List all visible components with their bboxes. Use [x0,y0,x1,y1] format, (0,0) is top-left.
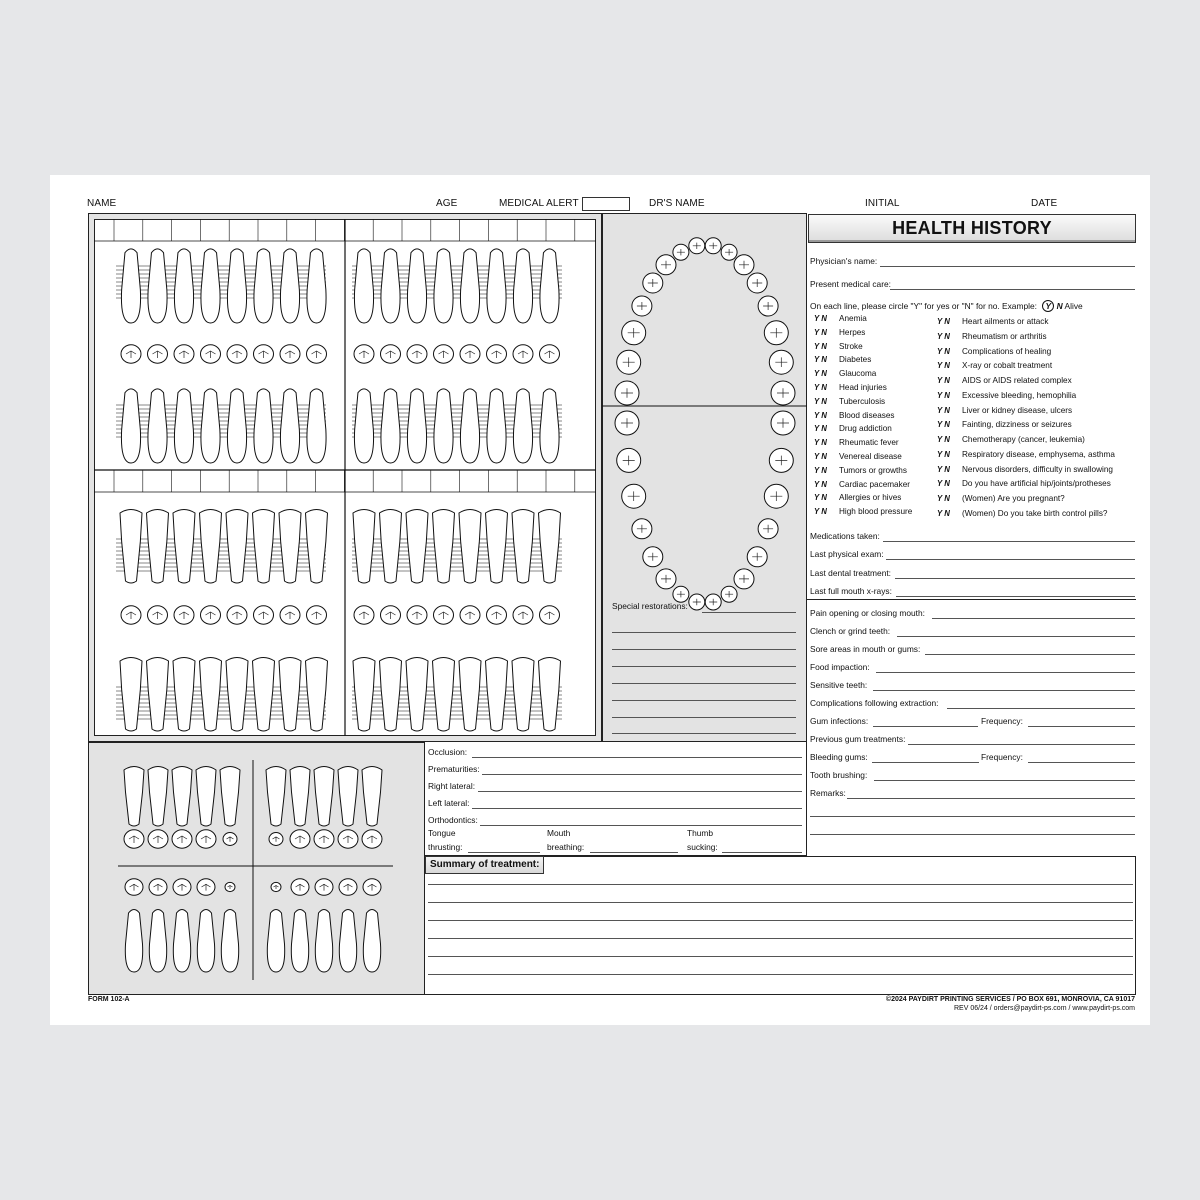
tooth-shape [121,249,140,323]
condition-label: Herpes [839,327,866,337]
tooth-shape [227,249,246,323]
restorations-line[interactable] [612,733,796,734]
special-restorations-label: Special restorations: [612,601,688,611]
condition-label: Do you have artificial hip/joints/protheses [962,479,1111,489]
tooth-shape [226,658,248,732]
condition-label: High blood pressure [839,507,913,517]
yes-no-choice[interactable]: Y N [814,355,827,365]
sensitive-teeth-label: Sensitive teeth: [810,680,868,690]
tooth-shape [147,510,169,584]
tooth-shape [279,658,301,732]
copyright-line: ©2024 PAYDIRT PRINTING SERVICES / PO BOX 691, MONROVIA, CA 91017 [885,996,1135,1003]
condition-label: Fainting, dizziness or seizures [962,420,1072,430]
tooth-shape [460,389,479,463]
summary-line[interactable] [428,938,1133,939]
condition-label: Drug addiction [839,424,892,434]
condition-label: Chemotherapy (cancer, leukemia) [962,435,1085,444]
tooth-shape [407,249,426,323]
condition-label: Liver or kidney disease, ulcers [962,405,1073,415]
condition-label: AIDS or AIDS related complex [962,376,1072,385]
condition-label: Tumors or growths [839,465,907,475]
example-alive: Alive [1064,301,1083,311]
yes-no-choice[interactable]: Y N [814,424,827,434]
tooth-shape [539,510,561,584]
remarks-line[interactable] [810,816,1135,817]
tooth-shape [406,658,428,732]
right-lateral-line[interactable] [478,791,802,792]
yes-no-choice[interactable]: Y N [937,508,950,518]
tooth-shape [306,510,328,584]
condition-label: Respiratory disease, emphysema, asthma [962,449,1115,459]
occlusion-section [425,742,807,856]
condition-label: Stroke [839,341,863,351]
yes-no-choice[interactable]: Y N [937,420,950,430]
tooth-shape [406,510,428,584]
tooth-shape [267,910,284,972]
last-physical-exam-line[interactable] [886,559,1135,560]
tooth-shape [539,658,561,732]
tooth-shape [459,658,481,732]
mouth-label: Mouth [547,828,571,838]
clench-grind-label: Clench or grind teeth: [810,626,891,636]
clench-grind-line[interactable] [897,636,1135,637]
tooth-shape [200,510,222,584]
gum-infections-frequency-label: Frequency: [981,716,1023,726]
tooth-shape [201,249,220,323]
tooth-shape [315,910,332,972]
dental-chart-form [50,175,1150,1025]
tooth-shape [433,658,455,732]
age-field-label: AGE [436,198,458,209]
yes-no-choice[interactable]: Y N [937,405,950,415]
tooth-shape [196,767,216,827]
last-full-mouth-xrays-label: Last full mouth x-rays: [810,586,892,596]
yes-no-choice[interactable]: Y N [937,494,950,503]
condition-label: Head injuries [839,383,887,392]
tooth-shape [338,767,358,827]
health-history-title: HEALTH HISTORY [808,214,1136,243]
medications-taken-line[interactable] [883,541,1135,542]
pain-opening-line[interactable] [932,618,1135,619]
tooth-shape [254,249,273,323]
right-lateral-label: Right lateral: [428,781,476,791]
prematurities-label: Prematurities: [428,764,480,774]
left-lateral-line[interactable] [472,808,802,809]
condition-label: Rheumatic fever [839,438,899,448]
tooth-shape [512,510,534,584]
yes-no-choice[interactable]: Y N [937,435,950,444]
tooth-shape [148,249,167,323]
tooth-shape [173,510,195,584]
tooth-shape [434,249,453,323]
name-field-label: NAME [87,198,117,209]
medications-taken-label: Medications taken: [810,531,880,541]
yes-no-choice[interactable]: Y N [814,383,827,392]
yes-no-choice[interactable]: Y N [937,390,950,400]
yes-no-choice[interactable]: Y N [814,438,827,448]
orthodontics-label: Orthodontics: [428,815,478,825]
tooth-shape [540,249,559,323]
bleeding-gums-label: Bleeding gums: [810,752,868,762]
complications-extraction-line[interactable] [947,708,1135,709]
yes-no-choice[interactable]: Y N [937,464,950,474]
remarks-line[interactable] [810,834,1135,835]
special-restorations-line[interactable] [702,612,796,613]
tooth-shape [486,510,508,584]
last-physical-exam-label: Last physical exam: [810,549,884,559]
gum-infections-label: Gum infections: [810,716,869,726]
summary-line[interactable] [428,974,1133,975]
tooth-shape [148,767,168,827]
restorations-line[interactable] [612,632,796,633]
left-lateral-label: Left lateral: [428,798,470,808]
tooth-shape [201,389,220,463]
tooth-shape [221,910,238,972]
summary-line[interactable] [428,902,1133,903]
sucking-line[interactable] [722,852,802,853]
condition-label: Tuberculosis [839,396,886,406]
tooth-shape [172,767,192,827]
yes-no-choice[interactable]: Y N [814,493,827,503]
example-n: N [1056,301,1063,311]
condition-label: Excessive bleeding, hemophilia [962,390,1077,400]
tooth-shape [174,249,193,323]
yes-no-choice[interactable]: Y N [937,479,950,489]
remarks-line[interactable] [847,798,1135,799]
restorations-line[interactable] [612,649,796,650]
tooth-shape [487,389,506,463]
tooth-shape [353,510,375,584]
tooth-shape [121,389,140,463]
orthodontics-line[interactable] [480,825,802,826]
present-medical-care-line[interactable] [890,289,1135,290]
physicians-name-label: Physician's name: [810,256,878,266]
example-y-circled: Y [1042,300,1054,312]
initial-label: INITIAL [865,198,900,209]
tooth-shape [174,389,193,463]
yes-no-choice[interactable]: Y N [937,331,950,341]
tooth-brushing-label: Tooth brushing: [810,770,868,780]
tooth-shape [124,767,144,827]
tooth-shape [354,389,373,463]
bleeding-gums-frequency-line[interactable] [1028,762,1135,763]
tooth-shape [280,389,299,463]
tooth-shape [362,767,382,827]
tooth-shape [226,510,248,584]
tooth-shape [227,389,246,463]
yes-no-choice[interactable]: Y N [814,452,827,461]
yes-no-choice[interactable]: Y N [937,449,950,459]
last-dental-treatment-label: Last dental treatment: [810,568,892,578]
tongue-label: Tongue [428,828,456,838]
yn-instructions [810,300,1083,312]
tooth-shape [306,658,328,732]
last-dental-treatment-line[interactable] [895,578,1135,579]
bleeding-gums-frequency-label: Frequency: [981,752,1023,762]
sore-areas-line[interactable] [925,654,1135,655]
tooth-shape [290,767,310,827]
permanent-teeth-drawing [94,219,596,736]
tooth-shape [125,910,142,972]
tooth-shape [353,658,375,732]
tooth-shape [407,389,426,463]
occlusion-line[interactable] [472,757,802,758]
tooth-shape [220,767,240,827]
condition-label: Rheumatism or arthritis [962,331,1047,341]
summary-line[interactable] [428,920,1133,921]
tooth-shape [487,249,506,323]
food-impaction-line[interactable] [876,672,1135,673]
condition-label: Complications of healing [962,346,1052,356]
tooth-shape [266,767,286,827]
tooth-shape [307,389,326,463]
tooth-brushing-line[interactable] [874,780,1135,781]
condition-label: Diabetes [839,355,872,365]
tooth-shape [148,389,167,463]
tooth-shape [513,249,532,323]
tooth-shape [314,767,334,827]
yes-no-choice[interactable]: Y N [937,376,950,385]
tooth-shape [486,658,508,732]
bleeding-gums-line[interactable] [872,762,979,763]
condition-label: Cardiac pacemaker [839,479,910,489]
sensitive-teeth-line[interactable] [873,690,1135,691]
yes-no-choice[interactable]: Y N [814,314,827,323]
condition-label: Heart ailments or attack [962,317,1049,326]
tooth-shape [433,510,455,584]
yes-no-choice[interactable]: Y N [814,507,827,517]
yes-no-choice[interactable]: Y N [937,346,950,356]
tooth-shape [512,658,534,732]
previous-gum-treatments-label: Previous gum treatments: [810,734,906,744]
tooth-shape [253,510,275,584]
tooth-shape [339,910,356,972]
condition-label: Anemia [839,314,867,323]
yes-no-choice[interactable]: Y N [814,369,827,379]
restorations-line[interactable] [612,717,796,718]
tooth-shape [513,389,532,463]
tooth-shape [120,658,142,732]
gum-infections-line[interactable] [873,726,978,727]
yes-no-choice[interactable]: Y N [814,327,827,337]
date-label: DATE [1031,198,1058,209]
tooth-shape [459,510,481,584]
sore-areas-label: Sore areas in mouth or gums: [810,644,921,654]
present-medical-care-label: Present medical care: [810,279,891,289]
yes-no-choice[interactable]: Y N [814,479,827,489]
summary-line[interactable] [428,884,1133,885]
tooth-shape [291,910,308,972]
last-xrays-line[interactable] [896,596,1135,597]
sucking-label: sucking: [687,842,718,852]
tooth-shape [173,658,195,732]
restorations-line[interactable] [612,666,796,667]
medical-alert-label: MEDICAL ALERT [499,198,579,209]
condition-label: Blood diseases [839,410,895,420]
summary-of-treatment-heading: Summary of treatment: [425,856,544,874]
primary-teeth-drawing [88,742,425,995]
tooth-shape [380,658,402,732]
form-number: FORM 102-A [88,996,130,1003]
occlusion-label: Occlusion: [428,747,468,757]
tooth-shape [200,658,222,732]
tooth-shape [381,389,400,463]
breathing-label: breathing: [547,842,585,852]
tooth-shape [173,910,190,972]
tooth-shape [307,249,326,323]
breathing-line[interactable] [590,852,678,853]
pain-opening-label: Pain opening or closing mouth: [810,608,925,618]
tooth-shape [381,249,400,323]
food-impaction-label: Food impaction: [810,662,870,672]
tooth-shape [254,389,273,463]
arch-occlusal-drawing [602,213,807,742]
condition-label: (Women) Do you take birth control pills? [962,508,1108,518]
physicians-name-line[interactable] [880,266,1135,267]
condition-label: Nervous disorders, difficulty in swallowing [962,464,1113,474]
yes-no-choice[interactable]: Y N [814,410,827,420]
gum-infections-frequency-line[interactable] [1028,726,1135,727]
tooth-shape [434,389,453,463]
tooth-shape [279,510,301,584]
tooth-shape [460,249,479,323]
condition-label: Venereal disease [839,452,902,461]
medical-alert-box[interactable] [582,197,630,211]
tooth-shape [380,510,402,584]
section-divider [807,599,1136,600]
yes-no-choice[interactable]: Y N [937,361,950,371]
thumb-label: Thumb [687,828,714,838]
condition-label: Allergies or hives [839,493,902,503]
condition-label: X-ray or cobalt treatment [962,361,1053,371]
previous-gum-treatments-line[interactable] [908,744,1135,745]
yes-no-choice[interactable]: Y N [814,396,827,406]
tooth-shape [253,658,275,732]
complications-extraction-label: Complications following extraction: [810,698,939,708]
thrusting-line[interactable] [468,852,540,853]
condition-label: Glaucoma [839,369,877,379]
tooth-shape [120,510,142,584]
tooth-shape [149,910,166,972]
tooth-shape [147,658,169,732]
prematurities-line[interactable] [482,774,802,775]
remarks-label: Remarks: [810,788,846,798]
tooth-shape [280,249,299,323]
tooth-shape [197,910,214,972]
contact-line: REV 06/24 / orders@paydirt-ps.com / www.paydirt-ps.com [953,1005,1135,1012]
yes-no-choice[interactable]: Y N [814,341,827,351]
yes-no-choice[interactable]: Y N [937,317,950,326]
restorations-line[interactable] [612,683,796,684]
summary-line[interactable] [428,956,1133,957]
condition-label: (Women) Are you pregnant? [962,494,1065,503]
tooth-shape [540,389,559,463]
tooth-shape [363,910,380,972]
restorations-line[interactable] [612,700,796,701]
tooth-shape [354,249,373,323]
drs-name-label: DR'S NAME [649,198,705,209]
thrusting-label: thrusting: [428,842,463,852]
yes-no-choice[interactable]: Y N [814,465,827,475]
yn-instructions-text: On each line, please circle "Y" for yes or "N" for no. Example: [810,301,1037,311]
